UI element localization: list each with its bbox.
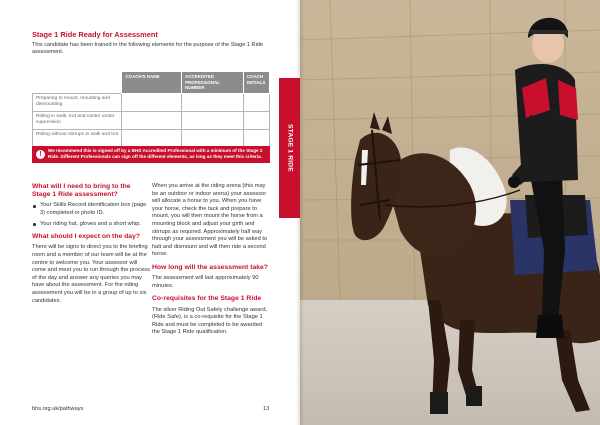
cell-coach-initials[interactable] [243, 111, 269, 129]
header-coach-name: COACH'S NAME [122, 72, 182, 94]
list-item: Your riding hat, gloves and a short whip. [32, 221, 150, 229]
header-coach-initials: COACH INITIALS [243, 72, 269, 94]
warning-text: We recommend this is signed off by a BHS Accredited Professional with a minimum of the Stage 2 Ride. Different Professionals can sign off the different elements, as long as they meet this criteria. [48, 148, 263, 159]
list-item: Your Skills Record identification box (page 3) completed or photo ID. [32, 202, 150, 217]
side-tab [279, 78, 300, 218]
cell-professional-number[interactable] [182, 111, 244, 129]
heading-what-to-expect: What should I expect on the day? [32, 233, 141, 241]
warning-banner [32, 146, 270, 163]
bring-list [32, 202, 150, 228]
side-tab-label: STAGE 1 RIDE [286, 124, 293, 172]
row-label-no-stirrups: Riding without stirrups in walk and trot [33, 129, 122, 147]
hat-brim [530, 30, 568, 34]
exclamation-icon: ! [36, 150, 45, 159]
cell-coach-initials[interactable] [243, 93, 269, 111]
table-row [33, 93, 270, 111]
duration-paragraph: The assessment will last approximately 90 minutes. [152, 275, 259, 289]
heading-what-to-bring: What will I need to bring to the Stage 1 Ride assessment? [32, 183, 131, 199]
table-row [33, 129, 270, 147]
assessment-intro: This candidate has been trained in the following elements for the purpose of the Stage 1 Ride assessment. [32, 42, 264, 56]
rider-glove [508, 176, 520, 188]
row-label-riding-paces: Riding in walk, trot and canter under supervision [33, 111, 122, 129]
cell-professional-number[interactable] [182, 129, 244, 147]
sign-off-table [32, 71, 270, 148]
cell-coach-initials[interactable] [243, 129, 269, 147]
heading-how-long: How long will the assessment take? [152, 263, 268, 271]
page-number: 13 [263, 406, 270, 412]
table-row [33, 111, 270, 129]
table-header-row [33, 72, 270, 94]
right-page-photo [300, 0, 600, 425]
row-label-mounting: Preparing to mount, mounting and dismounting [33, 93, 122, 111]
header-professional-number: ACCREDITED PROFESSIONAL NUMBER [182, 72, 244, 94]
horse-rider-photo [300, 0, 600, 425]
leg-boot [430, 392, 448, 414]
riding-boot [536, 315, 564, 338]
assessment-title: Stage 1 Ride Ready for Assessment [32, 30, 158, 39]
arena-paragraph: When you arrive at the riding arena (this may be an outdoor or indoor arena) your assessor will allocate a horse to you. When you have your horse, check the tack and prepare to mount, you will then mount the horse from a mounting block and adjust your girth and stirrups as required. Approximately half way through your assessment you will be asked to halt and dismount and will then ride a second horse. [152, 183, 268, 258]
table-corner [33, 72, 122, 94]
cell-coach-name[interactable] [122, 129, 182, 147]
cell-professional-number[interactable] [182, 93, 244, 111]
co-requisites-paragraph: The silver Riding Out Safely challenge award, (Ride Safe), is a co-requisite for the Stage 1 Ride and must be completed to be awarded the Stage 1 Ride qualification. [152, 306, 268, 336]
right-text-column [152, 183, 270, 342]
footer-link[interactable]: bhs.org.uk/pathways [32, 406, 84, 412]
leg-boot [466, 386, 482, 406]
cell-coach-name[interactable] [122, 111, 182, 129]
left-text-column [32, 183, 150, 310]
expect-paragraph: There will be signs to direct you to the briefing room and a member of our team will be at the centre to welcome you. Your assessor will come and meet you to run through the process of the day and answer any queries you may have about the assessment. For the riding assessment you will be in a group of up to six candidates. [32, 244, 150, 304]
cell-coach-name[interactable] [122, 93, 182, 111]
heading-co-requisites: Co-requisites for the Stage 1 Ride [152, 295, 262, 303]
